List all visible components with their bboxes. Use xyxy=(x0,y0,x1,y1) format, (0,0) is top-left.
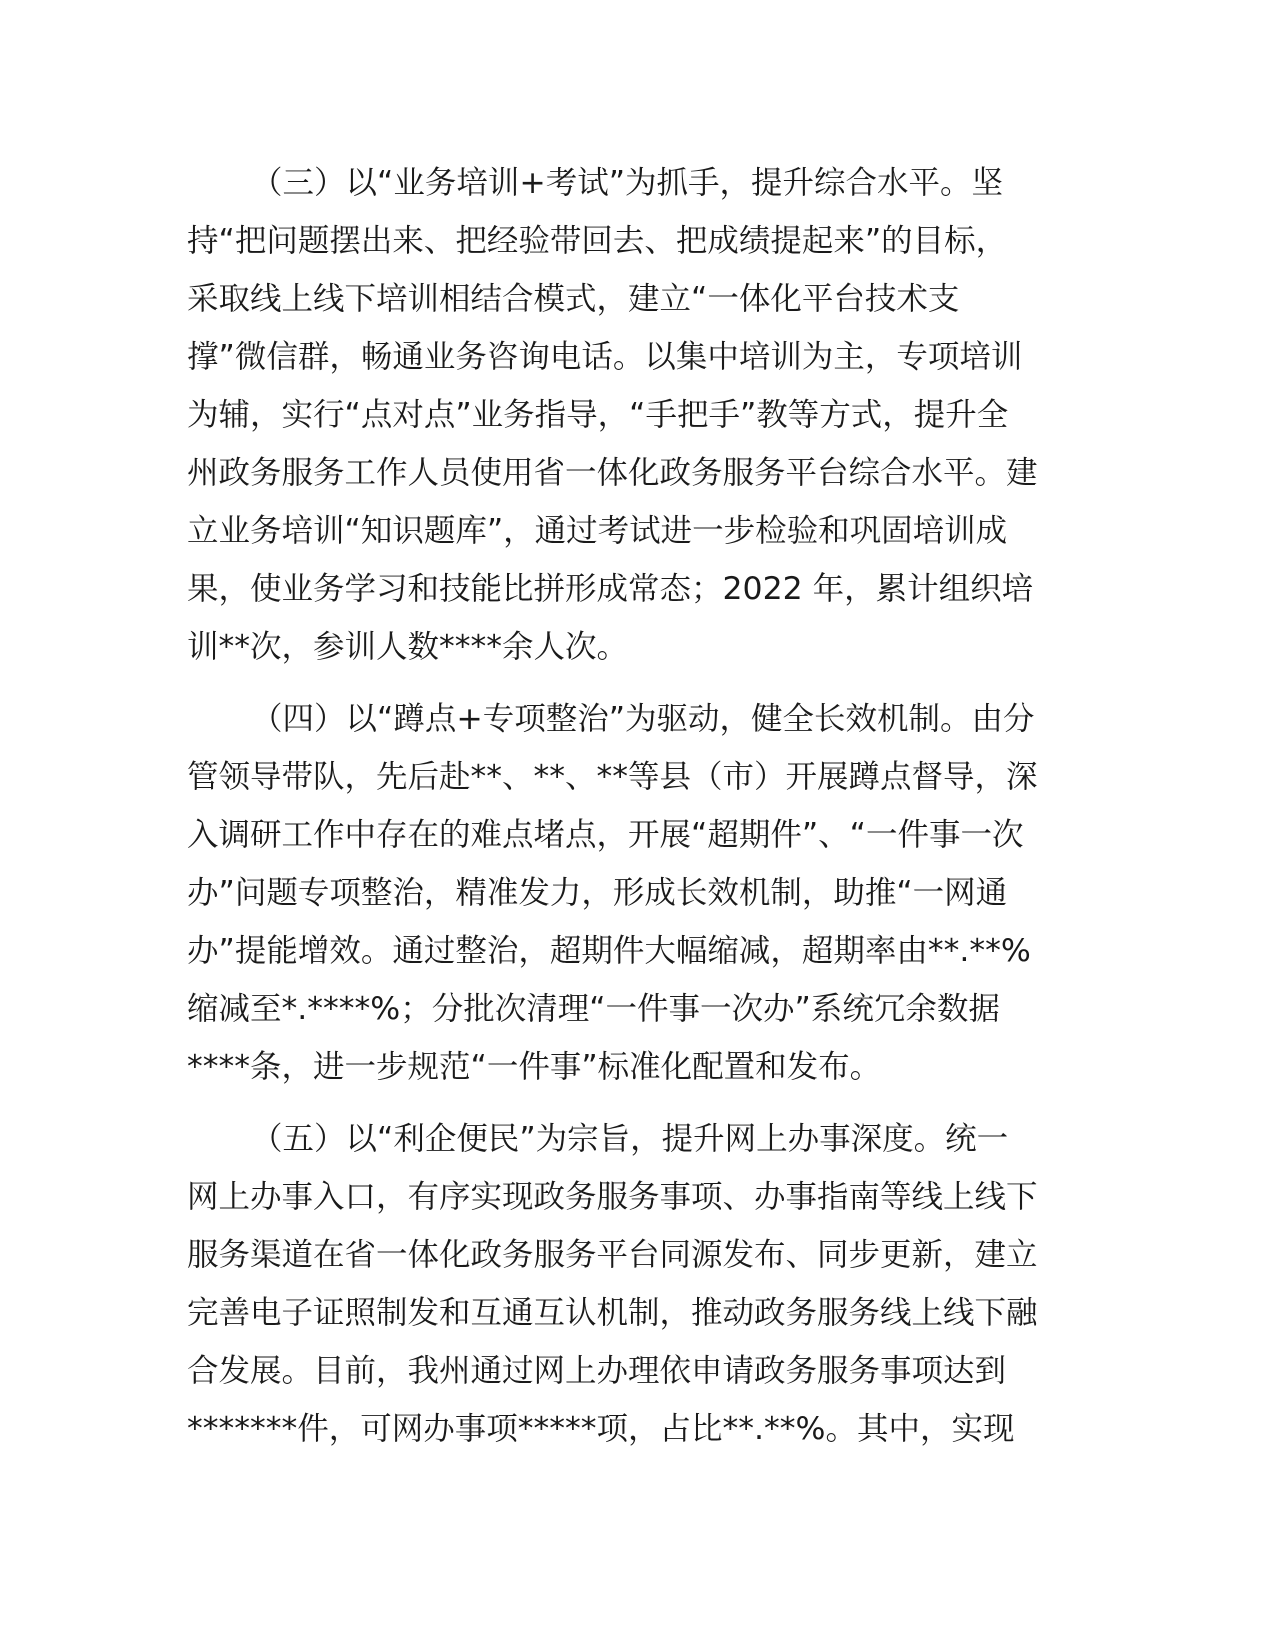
text-line: 采取线上线下培训相结合模式，建立“一体化平台技术支 xyxy=(187,281,960,317)
text-line: 管领导带队，先后赴**、**、**等县（市）开展蹲点督导，深 xyxy=(187,759,1038,795)
text-line: 训**次，参训人数****余人次。 xyxy=(187,629,629,665)
text-line: 办”提能增效。通过整治，超期件大幅缩减，超期率由**.**% xyxy=(187,933,1031,969)
text-line: 入调研工作中存在的难点堵点，开展“超期件”、“一件事一次 xyxy=(187,817,1024,853)
text-line: ****条，进一步规范“一件事”标准化配置和发布。 xyxy=(187,1049,882,1085)
text-line: 持“把问题摆出来、把经验带回去、把成绩提起来”的目标， xyxy=(187,223,1008,259)
text-line: *******件，可网办事项*****项，占比**.**%。其中，实现 xyxy=(187,1411,1015,1447)
paragraph-training xyxy=(187,154,1087,676)
text-line: 服务渠道在省一体化政务服务平台同源发布、同步更新，建立 xyxy=(187,1237,1038,1273)
text-line: 立业务培训“知识题库”，通过考试进一步检验和巩固培训成 xyxy=(187,513,1008,549)
text-line: 为辅，实行“点对点”业务指导，“手把手”教等方式，提升全 xyxy=(187,397,1009,433)
document-body xyxy=(187,154,1087,1472)
text-line: 果，使业务学习和技能比拼形成常态；2022 年，累计组织培 xyxy=(187,571,1034,607)
text-line: 网上办事入口，有序实现政务服务事项、办事指南等线上线下 xyxy=(187,1179,1038,1215)
text-line: 州政务服务工作人员使用省一体化政务服务平台综合水平。建 xyxy=(187,455,1038,491)
text-line: （四）以“蹲点+专项整治”为驱动，健全长效机制。由分 xyxy=(251,701,1035,737)
text-line: （三）以“业务培训+考试”为抓手，提升综合水平。坚 xyxy=(251,165,1004,201)
text-line: （五）以“利企便民”为宗旨，提升网上办事深度。统一 xyxy=(251,1121,1009,1157)
text-line: 缩减至*.****%；分批次清理“一件事一次办”系统冗余数据 xyxy=(187,991,1000,1027)
text-line: 撑”微信群，畅通业务咨询电话。以集中培训为主，专项培训 xyxy=(187,339,1023,375)
text-line: 办”问题专项整治，精准发力，形成长效机制，助推“一网通 xyxy=(187,875,1008,911)
paragraph-rectification xyxy=(187,690,1087,1096)
paragraph-online-services xyxy=(187,1110,1087,1458)
text-line: 完善电子证照制发和互通互认机制，推动政务服务线上线下融 xyxy=(187,1295,1038,1331)
text-line: 合发展。目前，我州通过网上办理依申请政务服务事项达到 xyxy=(187,1353,1007,1389)
